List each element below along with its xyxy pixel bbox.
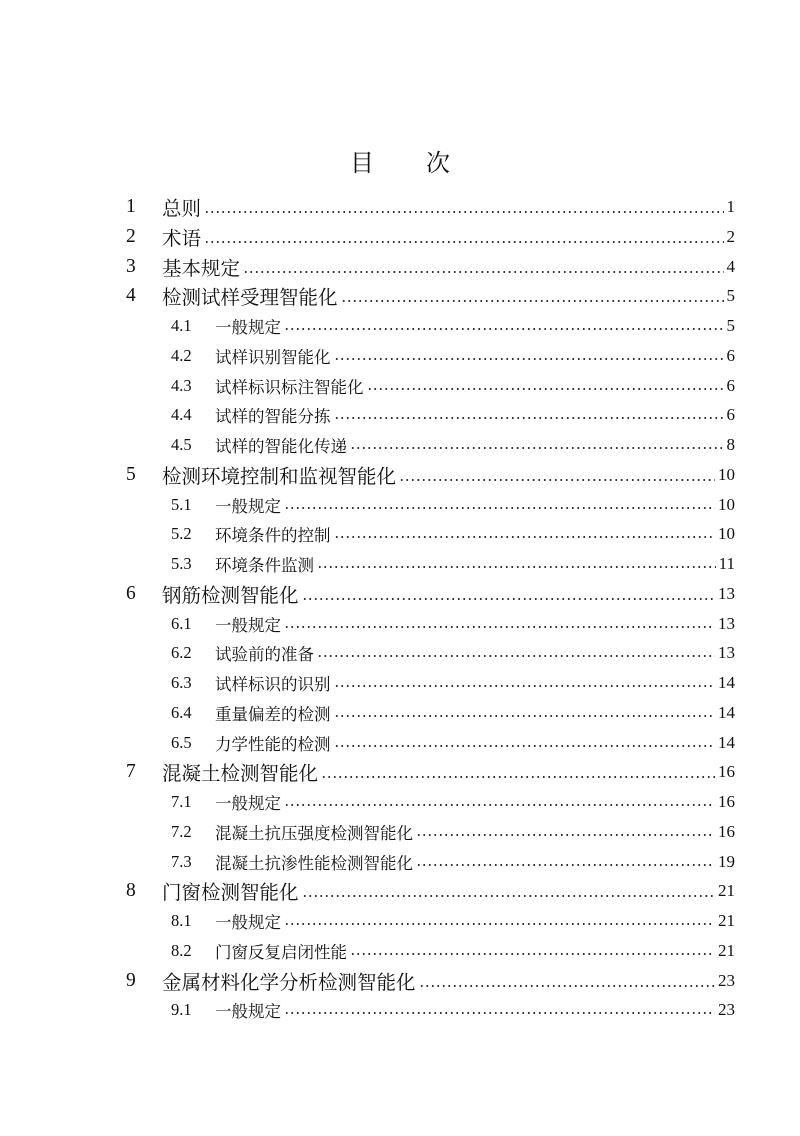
toc-entry-title: 重量偏差的检测 (215, 704, 331, 724)
toc-entry-page-number: 21 (718, 940, 735, 960)
toc-entry-page-number: 6 (726, 405, 735, 425)
toc-entry-page-number: 16 (718, 821, 735, 841)
toc-entry-title: 试样的智能分拣 (215, 407, 331, 427)
toc-entry-page-number: 6 (726, 375, 735, 395)
dot-leader (284, 923, 715, 925)
toc-entry-number: 6.3 (171, 673, 192, 692)
title-char-2: 次 (426, 151, 450, 177)
dot-leader (284, 804, 715, 806)
toc-entry-page-number: 6 (726, 345, 735, 365)
dot-leader (334, 715, 716, 717)
toc-section-entry[interactable] (0, 638, 800, 668)
toc-entry-number: 7.3 (171, 851, 192, 871)
toc-entry-title: 力学性能的检测 (215, 734, 331, 754)
toc-entry-title: 环境条件的控制 (215, 526, 331, 546)
toc-entry-number: 4.1 (171, 316, 192, 335)
dot-leader (317, 566, 716, 568)
toc-entry-title: 一般规定 (215, 496, 281, 516)
dot-leader (302, 598, 715, 600)
toc-section-entry[interactable] (0, 549, 800, 579)
dot-leader (416, 834, 715, 836)
toc-entry-number: 4.2 (171, 345, 192, 365)
dot-leader (204, 241, 723, 243)
toc-entry-title: 金属材料化学分析检测智能化 (162, 972, 416, 994)
toc-entry-title: 门窗反复启闭性能 (215, 942, 347, 962)
toc-entry-number: 9 (126, 969, 136, 991)
toc-section-entry[interactable] (0, 311, 800, 341)
toc-entry-page-number: 13 (718, 583, 735, 603)
toc-entry-page-number: 10 (718, 524, 735, 544)
toc-chapter-entry[interactable] (0, 192, 800, 222)
dot-leader (317, 655, 715, 657)
toc-entry-number: 6 (126, 582, 136, 604)
toc-entry-number: 7 (126, 761, 136, 783)
toc-entry-number: 1 (126, 196, 136, 217)
toc-entry-title: 混凝土抗渗性能检测智能化 (215, 853, 413, 873)
dot-leader (350, 447, 724, 449)
toc-entry-title: 试验前的准备 (215, 645, 314, 665)
toc-entry-number: 3 (126, 255, 136, 277)
toc-entry-title: 试样识别智能化 (215, 347, 331, 367)
toc-entry-number: 6.5 (171, 732, 192, 752)
toc-entry-title: 总则 (162, 199, 202, 220)
dot-leader (367, 388, 724, 390)
toc-chapter-entry[interactable] (0, 460, 800, 490)
toc-entry-title: 混凝土抗压强度检测智能化 (215, 823, 413, 843)
toc-entry-number: 8.2 (171, 940, 192, 960)
toc-section-entry[interactable] (0, 995, 800, 1025)
dot-leader (419, 985, 715, 987)
toc-entry-page-number: 10 (718, 464, 735, 484)
toc-section-entry[interactable] (0, 668, 800, 698)
toc-entry-number: 4 (126, 285, 136, 307)
toc-entry-number: 4.4 (171, 405, 192, 425)
toc-entry-number: 7.2 (171, 821, 192, 841)
toc-section-entry[interactable] (0, 519, 800, 549)
dot-leader (284, 328, 724, 330)
toc-chapter-entry[interactable] (0, 757, 800, 787)
toc-chapter-entry[interactable] (0, 222, 800, 252)
toc-entry-page-number: 19 (718, 851, 735, 871)
toc-entry-page-number: 5 (726, 316, 735, 335)
toc-entry-page-number: 2 (726, 226, 735, 246)
toc-section-entry[interactable] (0, 936, 800, 966)
toc-entry-number: 6.1 (171, 613, 192, 633)
dot-leader (334, 536, 716, 538)
toc-section-entry[interactable] (0, 490, 800, 520)
toc-entry-title: 一般规定 (215, 615, 281, 635)
toc-entry-page-number: 13 (718, 643, 735, 663)
toc-entry-title: 试样标识的识别 (215, 675, 331, 694)
toc-section-entry[interactable] (0, 609, 800, 639)
toc-chapter-entry[interactable] (0, 281, 800, 311)
toc-entry-page-number: 14 (718, 702, 735, 722)
toc-section-entry[interactable] (0, 341, 800, 371)
dot-leader (350, 953, 715, 955)
toc-entry-title: 试样标识标注智能化 (215, 377, 364, 397)
toc-entry-number: 9.1 (171, 1000, 192, 1020)
toc-entry-page-number: 14 (718, 673, 735, 692)
title-char-1: 目 (350, 151, 374, 177)
toc-entry-number: 6.4 (171, 702, 192, 722)
dot-leader (284, 507, 715, 509)
toc-entry-page-number: 16 (718, 762, 735, 782)
page-title (0, 143, 800, 178)
toc-entry-title: 环境条件监测 (215, 556, 314, 575)
dot-leader (334, 358, 724, 360)
toc-chapter-entry[interactable] (0, 876, 800, 906)
toc-section-entry[interactable] (0, 400, 800, 430)
toc-section-entry[interactable] (0, 906, 800, 936)
toc-entry-page-number: 5 (726, 286, 735, 306)
toc-entry-page-number: 4 (726, 256, 735, 276)
toc-entry-title: 试样的智能化传递 (215, 437, 347, 456)
toc-entry-page-number: 21 (718, 911, 735, 930)
dot-leader (321, 776, 715, 778)
toc-chapter-entry[interactable] (0, 579, 800, 609)
dot-leader (341, 300, 724, 302)
toc-entry-title: 检测试样受理智能化 (162, 288, 338, 310)
toc-entry-page-number: 23 (718, 1000, 735, 1020)
dot-leader (243, 271, 723, 273)
dot-leader (302, 895, 715, 897)
dot-leader (284, 626, 715, 628)
toc-section-entry[interactable] (0, 787, 800, 817)
toc-entry-title: 混凝土检测智能化 (162, 764, 319, 786)
toc-entry-page-number: 1 (726, 197, 735, 216)
toc-entry-title: 基本规定 (162, 258, 241, 280)
dot-leader (416, 864, 715, 866)
toc-entry-number: 5.1 (171, 494, 192, 514)
toc-chapter-entry[interactable] (0, 966, 800, 996)
dot-leader (399, 479, 715, 481)
dot-leader (204, 211, 723, 213)
toc-section-entry[interactable] (0, 817, 800, 847)
toc-entry-number: 4.3 (171, 375, 192, 395)
toc-entry-page-number: 13 (718, 613, 735, 633)
toc-entry-title: 一般规定 (215, 318, 281, 337)
toc-entry-number: 8 (126, 880, 136, 902)
toc-entry-title: 检测环境控制和监视智能化 (162, 466, 397, 488)
toc-entry-title: 门窗检测智能化 (162, 883, 299, 905)
toc-entry-number: 8.1 (171, 911, 192, 930)
toc-entry-page-number: 23 (718, 970, 735, 990)
toc-entry-title: 术语 (162, 228, 202, 250)
toc-entry-page-number: 8 (726, 435, 735, 454)
dot-leader (334, 685, 716, 687)
dot-leader (334, 745, 716, 747)
toc-section-entry[interactable] (0, 698, 800, 728)
toc-entry-title: 一般规定 (215, 913, 281, 932)
toc-entry-page-number: 21 (718, 881, 735, 901)
dot-leader (334, 417, 724, 419)
toc-section-entry[interactable] (0, 847, 800, 877)
toc-entry-number: 7.1 (171, 792, 192, 811)
toc-entry-number: 4.5 (171, 435, 192, 454)
toc-entry-page-number: 10 (718, 494, 735, 514)
dot-leader (284, 1012, 715, 1014)
toc-section-entry[interactable] (0, 371, 800, 401)
toc-entry-number: 2 (126, 225, 136, 247)
toc-entry-page-number: 16 (718, 792, 735, 811)
toc-entry-number: 5.3 (171, 554, 192, 573)
toc-section-entry[interactable] (0, 430, 800, 460)
toc-entry-title: 一般规定 (215, 794, 281, 813)
toc-chapter-entry[interactable] (0, 252, 800, 282)
toc-entry-page-number: 11 (718, 554, 735, 573)
toc-entry-title: 钢筋检测智能化 (162, 585, 299, 607)
toc-entry-number: 6.2 (171, 643, 192, 663)
toc-section-entry[interactable] (0, 728, 800, 758)
toc-entry-number: 5 (126, 463, 136, 485)
toc-entry-number: 5.2 (171, 524, 192, 544)
toc-entry-title: 一般规定 (215, 1002, 281, 1022)
toc-entry-page-number: 14 (718, 732, 735, 752)
